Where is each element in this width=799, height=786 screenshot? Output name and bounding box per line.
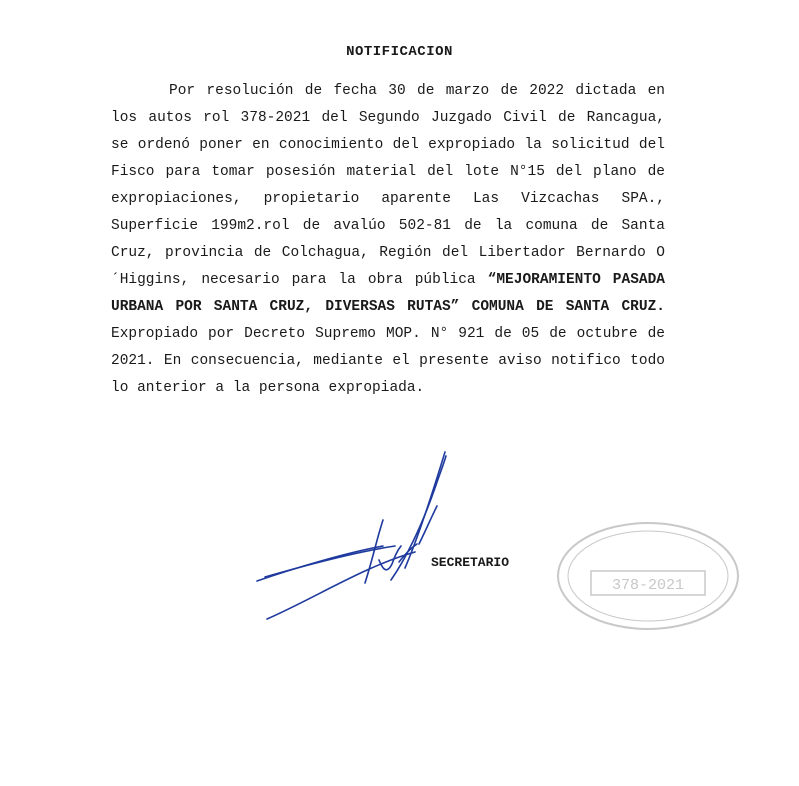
paragraph-part-1: Por resolución de fecha 30 de marzo de 2022 dictada en los autos rol 378-2021 del Segundo Juzgado Civil de Rancagua, se ordenó poner en conocimiento del expropiado la solicitud del Fisco para tomar posesión material del lote N°15 del plano de expropiaciones, propietario aparente Las Vizcachas SPA., Superficie 199m2.rol de avalúo 502-81 de la comuna de Santa Cruz, provincia de Colchagua, Región del Libertador Bernardo O´Higgins, necesario para la obra pública (111, 83, 665, 288)
signature-label: SECRETARIO (431, 555, 510, 570)
notification-paragraph (111, 78, 665, 402)
handwritten-signature (255, 448, 455, 628)
paragraph-part-2: Expropiado por Decreto Supremo MOP. N° 921 de 05 de octubre de 2021. En consecuencia, mediante el presente aviso notifico todo lo anterior a la persona expropiada. (111, 326, 665, 396)
stamp-text: 378-2021 (611, 577, 685, 594)
document-title: NOTIFICACION (346, 44, 453, 60)
project-name: “MEJORAMIENTO PASADA URBANA POR SANTA CRUZ, DIVERSAS RUTAS” COMUNA DE SANTA CRUZ. (111, 272, 665, 315)
court-stamp (553, 518, 743, 634)
